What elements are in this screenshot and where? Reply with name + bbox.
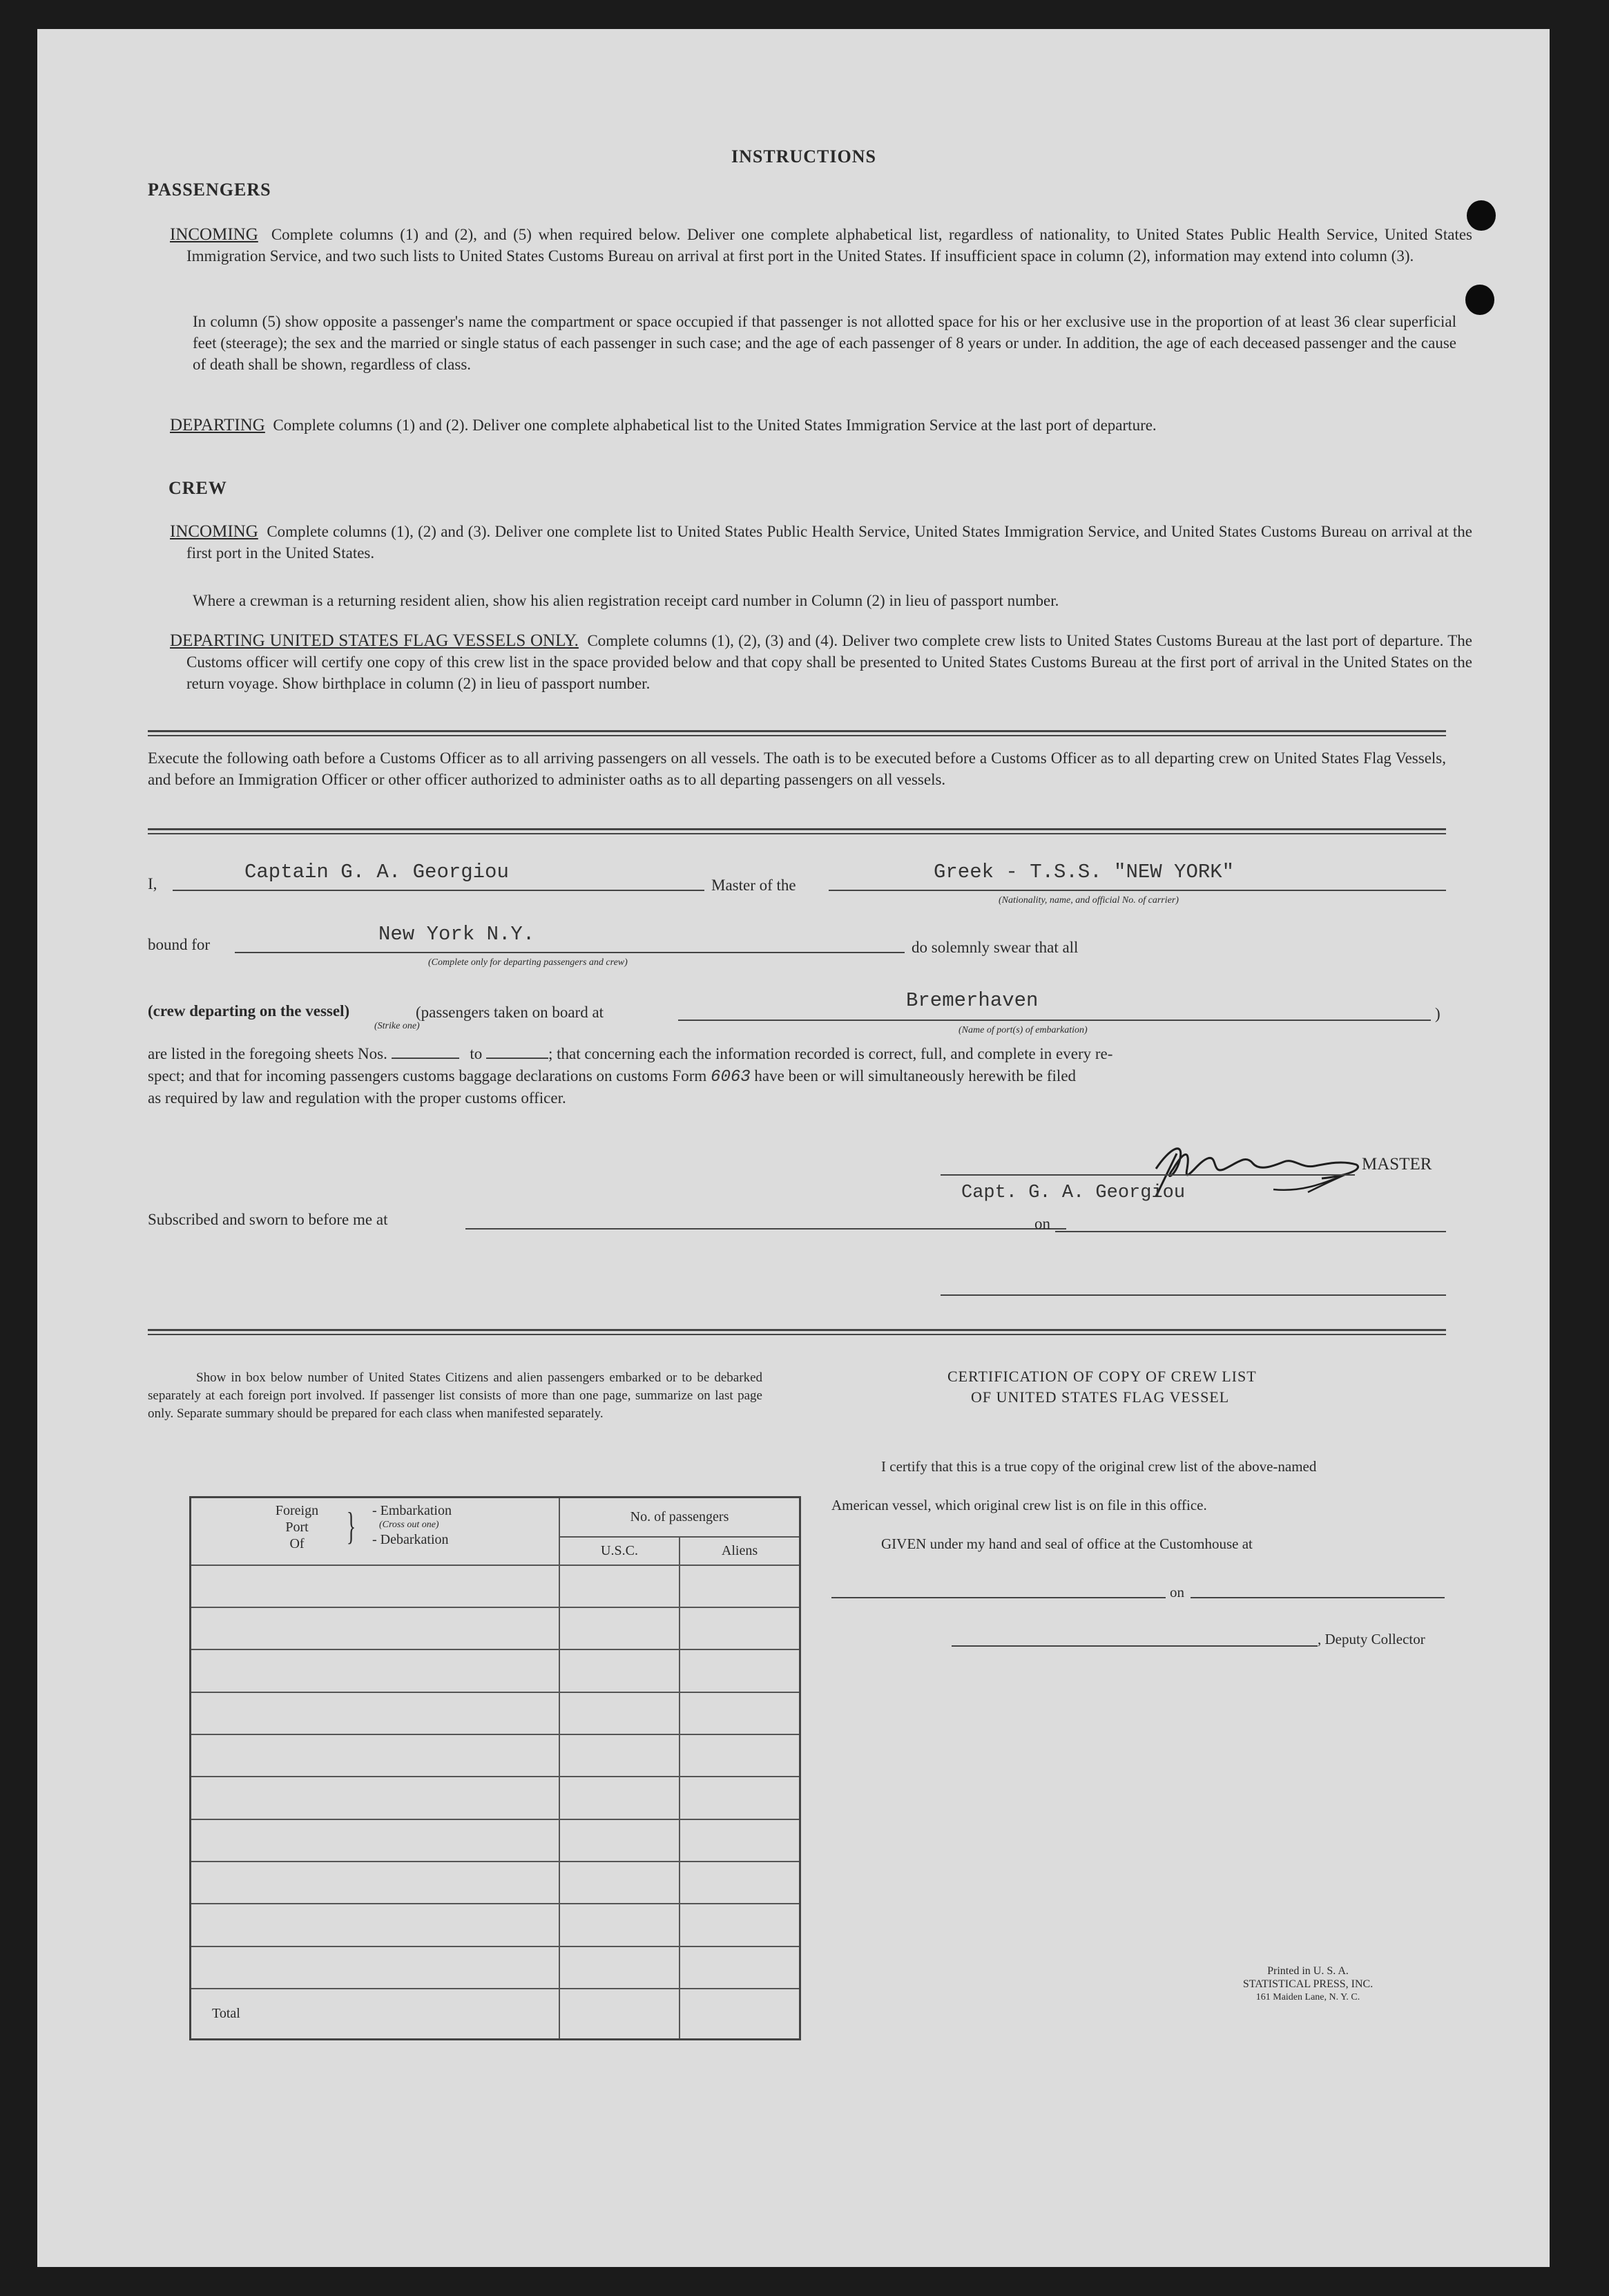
brace-icon: }: [346, 1505, 356, 1548]
document-page: [37, 29, 1550, 2267]
foreign-port-header: [191, 1498, 560, 1565]
section-divider: [148, 828, 1446, 834]
bound-caption: (Complete only for departing passengers and crew): [428, 957, 628, 968]
master-label: MASTER: [1362, 1155, 1432, 1174]
master-signature: [1115, 1120, 1405, 1224]
usc-cell[interactable]: [559, 1819, 680, 1862]
sheets-text-3: have been or will simultaneously herewith be filed: [754, 1067, 1077, 1084]
passengers-departing-paragraph: [170, 414, 1472, 436]
cross-out-note: (Cross out one): [379, 1520, 439, 1530]
sheets-label: are listed in the foregoing sheets Nos.: [148, 1045, 387, 1062]
deputy-collector-label: , Deputy Collector: [1318, 1631, 1425, 1647]
port-cell[interactable]: [191, 1946, 560, 1989]
i-label: I,: [148, 875, 157, 892]
sheets-text-1: ; that concerning each the information recorded is correct, full, and complete in every re-: [548, 1045, 1113, 1062]
to-label: to: [470, 1045, 483, 1062]
subscribed-date-line: [1055, 1231, 1446, 1232]
certification-date-line: [1191, 1597, 1445, 1598]
certification-text-1: I certify that this is a true copy of the original crew list of the above-named: [881, 1458, 1317, 1475]
aliens-cell[interactable]: [680, 1862, 800, 1904]
crew-incoming-label: INCOMING: [170, 522, 258, 541]
embarkation-option: - Embarkation: [372, 1503, 452, 1518]
passengers-incoming-text: Complete columns (1) and (2), and (5) when required below. Deliver one complete alphabetical list, regardless of nationality, to United States Public Health Service, United States Immigration Service, and two such lists to United States Customs Bureau on arrival at first port in the United States. If insufficient space in column (2), information may extend into column (3).: [186, 226, 1472, 265]
crew-heading: CREW: [168, 478, 227, 498]
crew-flag-label: DEPARTING UNITED STATES FLAG VESSELS ONLY.: [170, 631, 579, 650]
usc-cell[interactable]: [559, 1777, 680, 1819]
usc-cell[interactable]: [559, 1565, 680, 1607]
aliens-cell[interactable]: [680, 1734, 800, 1777]
instructions-title: INSTRUCTIONS: [731, 146, 876, 166]
aliens-cell[interactable]: [680, 1692, 800, 1734]
passengers-incoming-paragraph: [170, 224, 1472, 267]
sheets-line-2: [148, 1065, 1446, 1088]
port-cell[interactable]: [191, 1649, 560, 1692]
sheets-line-1: [148, 1043, 1446, 1064]
port-cell[interactable]: [191, 1862, 560, 1904]
crew-alien-paragraph: Where a crewman is a returning resident alien, show his alien registration receipt card number in Column (2) in lieu of passport number.: [193, 592, 1059, 609]
printer-line-3: 161 Maiden Lane, N. Y. C.: [1255, 1992, 1360, 2002]
section-divider: [148, 1329, 1446, 1335]
usc-cell[interactable]: [559, 1904, 680, 1946]
aliens-cell[interactable]: [680, 1904, 800, 1946]
port-cell[interactable]: [191, 1904, 560, 1946]
printer-line-1: Printed in U. S. A.: [1267, 1965, 1349, 1977]
embark-port-field: Bremerhaven: [906, 989, 1039, 1012]
passenger-summary-table: [189, 1496, 801, 2040]
total-aliens-cell[interactable]: [680, 1989, 800, 2040]
port-cell[interactable]: [191, 1565, 560, 1607]
usc-cell[interactable]: [559, 1607, 680, 1649]
oath-intro: Execute the following oath before a Customs Officer as to all arriving passengers on all vessels. The oath is to be executed before a Customs Officer as to all departing crew on United States Flag Vessels, and before an Immigration Officer or other officer authorized to administer oaths as to all departing passengers on all vessels.: [148, 749, 1446, 788]
passengers-taken-text: (passengers taken on board at: [416, 1004, 604, 1021]
customhouse-line: [831, 1597, 1166, 1598]
port-cell[interactable]: [191, 1819, 560, 1862]
master-signature-line: [941, 1174, 1355, 1176]
printer-mark: [1197, 1964, 1418, 2004]
subscribed-place-line: [465, 1228, 1066, 1230]
close-paren: ): [1435, 1005, 1441, 1022]
port-cell[interactable]: [191, 1692, 560, 1734]
certification-on-label: on: [1170, 1584, 1184, 1600]
bound-for-line: [235, 952, 905, 953]
aliens-header: Aliens: [680, 1537, 800, 1565]
embark-port-line: [678, 1020, 1431, 1021]
strike-one-caption: (Strike one): [374, 1021, 420, 1031]
passengers-departing-text: Complete columns (1) and (2). Deliver one complete alphabetical list to the United States Immigration Service at the last port of departure.: [273, 417, 1157, 434]
certification-title-1: CERTIFICATION OF COPY OF CREW LIST: [947, 1368, 1257, 1385]
crew-flag-text: Complete columns (1), (2), (3) and (4). Deliver two complete crew lists to United States Customs Bureau at the last port of departure. The Customs officer will certify one copy of this crew list in the space provided below and that copy shall be presented to United States Customs Bureau at the first port of arrival in the United States on the return voyage. Show birthplace in column (2) in lieu of passport number.: [186, 632, 1473, 692]
summary-note: Show in box below number of United States Citizens and alien passengers embarked or to be debarked separately at each foreign port involved. If passenger list consists of more than one page, summarize on last page only. Separate summary should be prepared for each class when manifested separately.: [148, 1370, 762, 1421]
bound-for-field: New York N.Y.: [378, 923, 535, 946]
master-name-field: Captain G. A. Georgiou: [244, 861, 509, 883]
bound-for-label: bound for: [148, 936, 211, 953]
usc-cell[interactable]: [559, 1734, 680, 1777]
subscribed-on-label: on: [1034, 1215, 1050, 1232]
aliens-cell[interactable]: [680, 1649, 800, 1692]
col-port-line-1: Foreign: [275, 1503, 319, 1518]
aliens-cell[interactable]: [680, 1607, 800, 1649]
master-name-line: [173, 890, 704, 891]
form-number: 6063: [711, 1068, 751, 1087]
master-of-label: Master of the: [711, 877, 796, 894]
passengers-incoming-label: INCOMING: [170, 225, 258, 244]
swear-label: do solemnly swear that all: [912, 939, 1079, 956]
aliens-cell[interactable]: [680, 1777, 800, 1819]
subscribed-label: Subscribed and sworn to before me at: [148, 1211, 388, 1228]
officer-signature-line: [941, 1294, 1446, 1296]
passengers-heading: PASSENGERS: [148, 180, 271, 200]
deputy-collector-line: [952, 1645, 1318, 1647]
passengers-departing-label: DEPARTING: [170, 416, 265, 434]
col-port-line-2: Port: [285, 1520, 309, 1535]
crew-departing-text: (crew departing on the vessel): [148, 1002, 350, 1020]
total-label: Total: [191, 1989, 560, 2040]
certification-title-2: OF UNITED STATES FLAG VESSEL: [971, 1388, 1230, 1406]
printer-line-2: STATISTICAL PRESS, INC.: [1242, 1978, 1374, 1990]
port-cell[interactable]: [191, 1607, 560, 1649]
crew-incoming-text: Complete columns (1), (2) and (3). Deliver one complete list to United States Public Health Service, United States Immigration Service, and United States Customs Bureau on arrival at the first port in the United States.: [186, 523, 1473, 562]
usc-cell[interactable]: [559, 1649, 680, 1692]
usc-cell[interactable]: [559, 1946, 680, 1989]
vessel-field: Greek - T.S.S. "NEW YORK": [934, 861, 1235, 883]
punch-hole: [1465, 285, 1494, 315]
aliens-cell[interactable]: [680, 1946, 800, 1989]
usc-cell[interactable]: [559, 1692, 680, 1734]
total-usc-cell[interactable]: [559, 1989, 680, 2040]
port-cell[interactable]: [191, 1734, 560, 1777]
certification-given: GIVEN under my hand and seal of office at the Customhouse at: [881, 1536, 1253, 1552]
capt-typed-name: Capt. G. A. Georgiou: [961, 1183, 1186, 1203]
aliens-cell[interactable]: [680, 1565, 800, 1607]
sheets-text-2: spect; and that for incoming passengers customs baggage declarations on customs Form: [148, 1067, 707, 1084]
debarkation-option: - Debarkation: [372, 1532, 449, 1547]
embark-caption: (Name of port(s) of embarkation): [958, 1025, 1088, 1035]
crew-incoming-paragraph: [170, 521, 1472, 564]
column5-paragraph: In column (5) show opposite a passenger's name the compartment or space occupied if that passenger is not allotted space for his or her exclusive use in the proportion of at least 36 clear superficial feet (steerage); the sex and the married or single status of each passenger in such case; and the age of each passenger of 8 years or under. In addition, the age of each deceased passenger and the cause of death shall be shown, regardless of class.: [193, 313, 1456, 373]
certification-text-2: American vessel, which original crew list is on file in this office.: [831, 1497, 1207, 1513]
col-port-line-3: Of: [289, 1536, 305, 1551]
vessel-caption: (Nationality, name, and official No. of carrier): [999, 895, 1179, 906]
port-cell[interactable]: [191, 1777, 560, 1819]
usc-header: U.S.C.: [559, 1537, 680, 1565]
aliens-cell[interactable]: [680, 1819, 800, 1862]
vessel-line: [829, 890, 1446, 891]
no-passengers-header: No. of passengers: [559, 1498, 800, 1537]
sheets-line-4: as required by law and regulation with the proper customs officer.: [148, 1089, 566, 1107]
usc-cell[interactable]: [559, 1862, 680, 1904]
crew-flag-paragraph: [170, 630, 1472, 694]
section-divider: [148, 730, 1446, 736]
